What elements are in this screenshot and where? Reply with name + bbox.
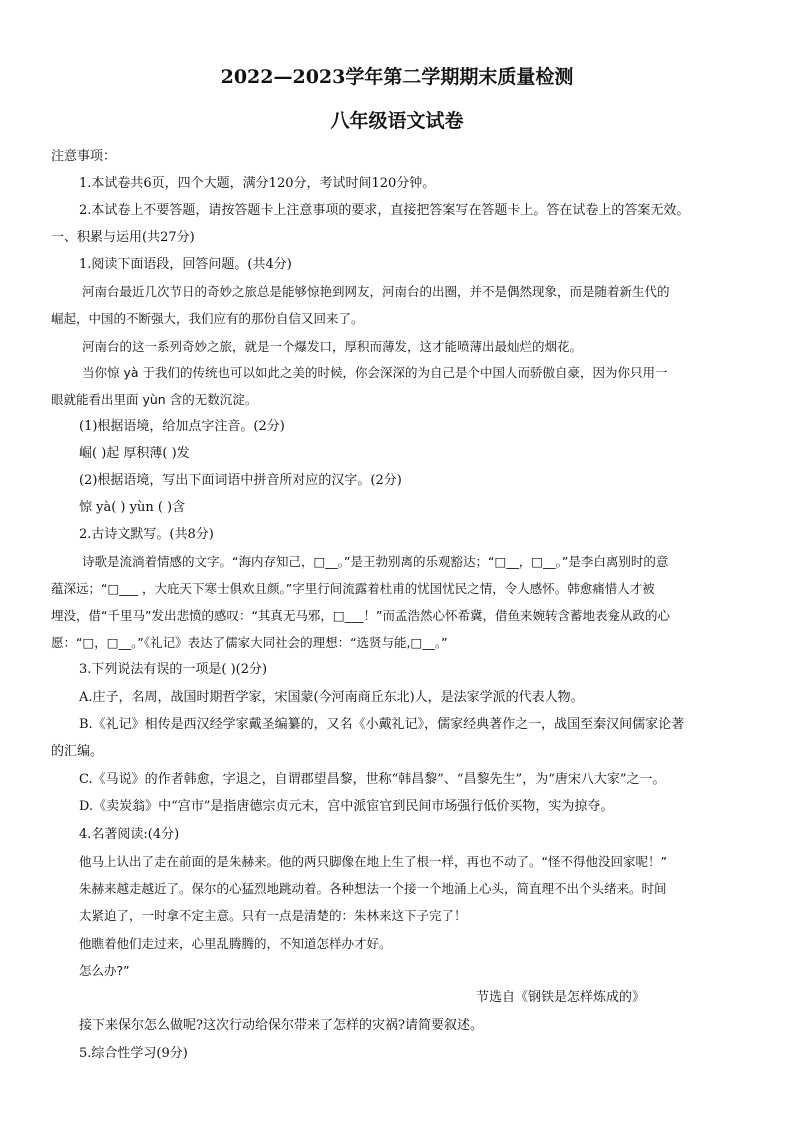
question-heading: 3.下列说法有误的一项是( )(2分): [79, 662, 268, 677]
notice-heading: 注意事项：: [51, 149, 117, 164]
exam-subtitle: 八年级语文试卷: [330, 110, 464, 132]
option-c: C.《马说》的作者韩愈，字退之，自谓郡望昌黎，世称“韩昌黎”、“昌黎先生”，为“唐宋八大家”之一。: [79, 772, 666, 787]
notice-item: 2.本试卷上不要答题，请按答题卡上注意事项的要求，直接把答案写在答题卡上。答在试卷上的答案无效。: [79, 203, 690, 218]
poem-line: 愿：“□，□__。”《礼记》表达了儒家大同社会的理想：“选贤与能,□__。”: [51, 635, 448, 650]
question-heading: 1.阅读下面语段，回答问题。(共4分): [79, 257, 292, 272]
question-prompt: 接下来保尔怎么做呢?这次行动给保尔带来了怎样的灾祸?请简要叙述。: [79, 1018, 483, 1033]
excerpt-line: 朱赫来越走越近了。保尔的心猛烈地跳动着。各种想法一个接一个地涌上心头，简直理不出个头绪来。时间: [79, 881, 667, 896]
excerpt-line: 他瞧着他们走过来，心里乱腾腾的，不知道怎样办才好。: [79, 936, 392, 951]
answer-blanks: 崛( )起 厚积薄( )发: [79, 446, 190, 461]
question-heading: 4.名著阅读:(4分): [79, 827, 180, 842]
option-b: B.《礼记》相传是西汉经学家戴圣编纂的，又名《小戴礼记》，儒家经典著作之一，战国至秦汉间儒家论著: [79, 717, 685, 732]
excerpt-line: 怎么办?”: [79, 963, 130, 978]
option-a: A.庄子，名周，战国时期哲学家，宋国蒙(今河南商丘东北)人，是法家学派的代表人物。: [79, 690, 584, 705]
poem-line: 埋没，借“千里马”发出悲愤的感叹：“其真无马邪，□___！”而孟浩然心怀希冀，借鱼来婉转含蓄地表龛从政的心: [51, 608, 670, 623]
passage-line: 崛起，中国的不断强大，我们应有的那份自信又回来了。: [51, 311, 364, 326]
notice-item: 1.本试卷共6页，四个大题，满分120分，考试时间120分钟。: [79, 176, 436, 191]
exam-title: 2022—2023学年第二学期期末质量检测: [220, 66, 574, 88]
excerpt-line: 他马上认出了走在前面的是朱赫来。他的两只脚像在地上生了根一样，再也不动了。“怪不得他没回家呢！”: [79, 854, 667, 869]
question-heading: 5.综合性学习(9分): [79, 1046, 188, 1061]
question-heading: 2.古诗文默写。(共8分): [79, 527, 214, 542]
sub-question: (2)根据语境，写出下面词语中拼音所对应的汉字。(2分): [79, 473, 402, 488]
passage-line: 河南台最近几次节日的奇妙之旅总是能够惊艳到网友，河南台的出圈，并不是偶然现象，而是随着新生代的: [82, 284, 670, 299]
answer-blanks: 惊 yà( ) yùn ( )含: [79, 500, 186, 515]
sub-question: (1)根据语境，给加点字注音。(2分): [79, 419, 285, 434]
option-b-cont: 的汇编。: [51, 744, 104, 759]
excerpt-source: 节选自《钢铁是怎样炼成的》: [476, 990, 646, 1005]
section-heading: 一、积累与运用(共27分): [51, 230, 195, 245]
passage-line: 当你惊 yà 于我们的传统也可以如此之美的时候，你会深深的为自己是个中国人而骄傲自豪，因为你只用一: [82, 365, 668, 380]
option-d: D.《卖炭翁》中“宫市”是指唐德宗贞元末，宫中派宦官到民间市场强行低价买物，实为掠夺。: [79, 799, 614, 814]
passage-line: 眼就能看出里面 yùn 含的无数沉淀。: [51, 392, 258, 407]
poem-line: 蕴深远；“□___ ，大庇天下寒士俱欢且颜。”字里行间流露着杜甫的忧国忧民之情，令人感怀。韩愈痛惜人才被: [51, 581, 655, 596]
poem-line: 诗歌是流淌着情感的文字。“海内存知己，□__。”是王勃别离的乐观豁达；“□__，□__。”是李白离别时的意: [82, 554, 669, 569]
excerpt-line: 太紧迫了，一时拿不定主意。只有一点是清楚的：朱林来这下子完了！: [79, 908, 467, 923]
passage-line: 河南台的这一系列奇妙之旅，就是一个爆发口，厚积而薄发，这才能喷薄出最灿烂的烟花。: [82, 339, 583, 354]
